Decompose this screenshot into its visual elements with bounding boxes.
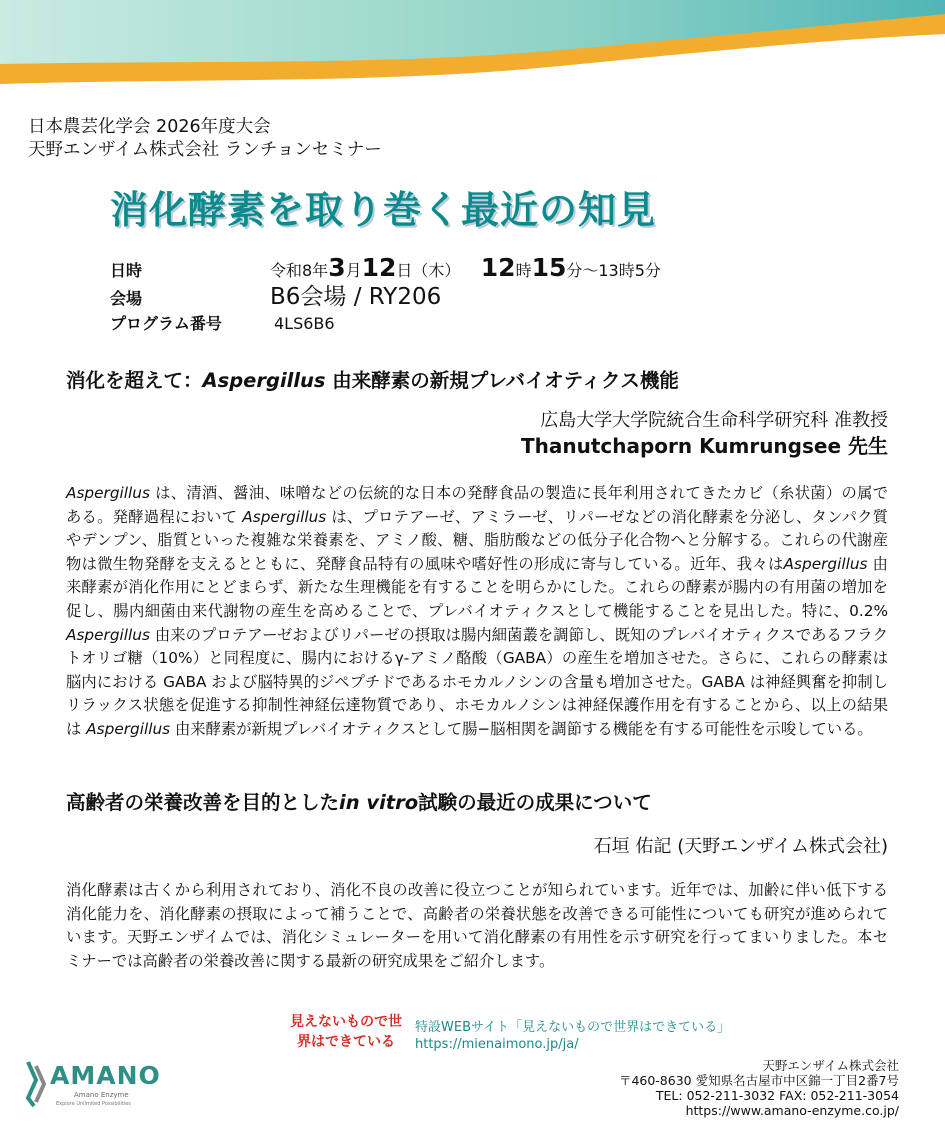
abstract-text: 由来酵素が消化作用にとどまらず、新たな生理機能を有することを明らかにした。これらの酵素が腸内の有用菌の増加を促し、腸内細菌由来代謝物の産生を高めることで、プレバイオティクスとして機能することを見出した。特に、0.2% [66, 554, 888, 620]
company-phone: TEL: 052-211-3032 FAX: 052-211-3054 [655, 1088, 899, 1103]
talk2-title-prefix: 高齢者の栄養改善を目的とした [66, 791, 340, 814]
seminar-name: 天野エンザイム株式会社 ランチョンセミナー [28, 140, 382, 160]
venue-row [110, 283, 441, 313]
start-hour: 12 [480, 253, 516, 282]
abstract-text: は、プロテアーゼ、アミラーゼ、リパーゼなどの消化酵素を分泌し、タンパク質やデンプン、脂質といった複雑な栄養素を、アミノ酸、糖、脂肪酸などの低分子化合物へと分解する。これらの代謝産物は微生物発酵を支えるとともに、発酵食品特有の風味や嗜好性の形成に寄与している。近年、我々は [66, 507, 888, 573]
talk2-title-suffix: 試験の最近の成果について [418, 791, 652, 814]
talk2-abstract: 消化酵素は古くから利用されており、消化不良の改善に役立つことが知られています。近年では、加齢に伴い低下する消化能力を、消化酵素の摂取によって補うことで、高齢者の栄養状態を改善できる可能性についても研究が進められています。天野エンザイムでは、消化シミュレーターを用いて消化酵素の有用性を示す研究を行ってまいりました。本セミナーでは高齢者の栄養改善に関する最新の研究成果をご紹介します。 [66, 881, 888, 970]
organizer-info [28, 116, 382, 162]
talk1-title [66, 369, 679, 393]
venue-value: B6会場 / RY206 [270, 284, 442, 310]
company-name: 天野エンザイム株式会社 [762, 1058, 899, 1073]
program-label: プログラム番号 [110, 314, 222, 333]
campaign-logo: 見えないもので世界はできている [290, 1014, 402, 1050]
talk1-affiliation: 広島大学大学院統合生命科学研究科 准教授 [540, 410, 888, 431]
company-website-link[interactable]: https://www.amano-enzyme.co.jp/ [685, 1103, 899, 1118]
amano-logo-text: AMANO [50, 1061, 161, 1090]
abstract-text: は、清酒、醤油、味噌などの伝統的な日本の発酵食品の製造に長年利用されてきたカビ（糸状菌）の属である。発酵過程において [66, 484, 888, 526]
talk1-title-italic: Aspergillus [202, 369, 326, 392]
hour-unit: 時 [515, 261, 532, 280]
talk2-title-italic: in vitro [339, 791, 419, 814]
venue-label: 会場 [110, 289, 143, 308]
day-unit: 日（木） [396, 261, 461, 280]
date-month: 3 [328, 253, 346, 282]
abstract-text: 由来酵素が新規プレバイオティクスとして腸−脳相関を調節する機能を有する可能性を示唆している。 [170, 719, 873, 738]
date-label: 日時 [110, 261, 143, 280]
page-title: 消化酵素を取り巻く最近の知見 [110, 188, 657, 232]
month-unit: 月 [345, 261, 362, 280]
talk2-speaker: 石垣 佑記 (天野エンザイム株式会社) [593, 836, 888, 857]
date-day: 12 [361, 253, 397, 282]
amano-sub: Amano Enzyme [74, 1091, 129, 1099]
date-prefix: 令和8年 [270, 261, 329, 280]
date-row [110, 254, 661, 285]
genus-name-italic: Aspergillus [783, 554, 868, 573]
special-site-label: 特設WEBサイト「見えないもので世界はできている」 [415, 1020, 731, 1035]
genus-name-italic: Aspergillus [66, 625, 150, 644]
genus-name-italic: Aspergillus [86, 719, 171, 738]
talk1-title-suffix: 由来酵素の新規プレバイオティクス機能 [325, 369, 679, 392]
header-wave-decoration [0, 0, 945, 100]
company-contact [619, 1058, 899, 1118]
company-address: 〒460-8630 愛知県名古屋市中区錦一丁目2番7号 [618, 1073, 899, 1088]
talk1-speaker: Thanutchaporn Kumrungsee 先生 [520, 434, 888, 458]
talk1-abstract [66, 482, 888, 742]
genus-name-italic: Aspergillus [242, 507, 327, 526]
special-site-link[interactable]: https://mienaimono.jp/ja/ [415, 1037, 579, 1052]
program-row [110, 314, 335, 334]
time-suffix: 分～13時5分 [566, 261, 661, 280]
genus-name-italic: Aspergillus [66, 484, 150, 502]
abstract-text: 由来のプロテアーゼおよびリパーゼの摂取は腸内細菌叢を調節し、既知のプレバイオティクスであるフラクトオリゴ糖（10%）と同程度に、腸内におけるγ-アミノ酪酸（GABA）の産生を増加させた。さらに、これらの酵素は脳内における GABA および脳特異的ジペプチドであるホモカルノシンの含量も増加させた。GABA は神経興奮を抑制しリラックス状態を促進する抑制性神経伝達物質であり、ホモカルノシンは神経保護作用を有することから、以上の結果は [66, 625, 888, 738]
program-value: 4LS6B6 [274, 314, 335, 333]
conference-name: 日本農芸化学会 2026年度大会 [28, 117, 271, 137]
talk2-title [66, 791, 652, 815]
amano-tagline: Explore Unlimited Possibilities [56, 1101, 131, 1107]
amano-logo [24, 1060, 164, 1116]
start-minute: 15 [531, 253, 567, 282]
talk1-title-prefix: 消化を超えて： [66, 369, 203, 392]
